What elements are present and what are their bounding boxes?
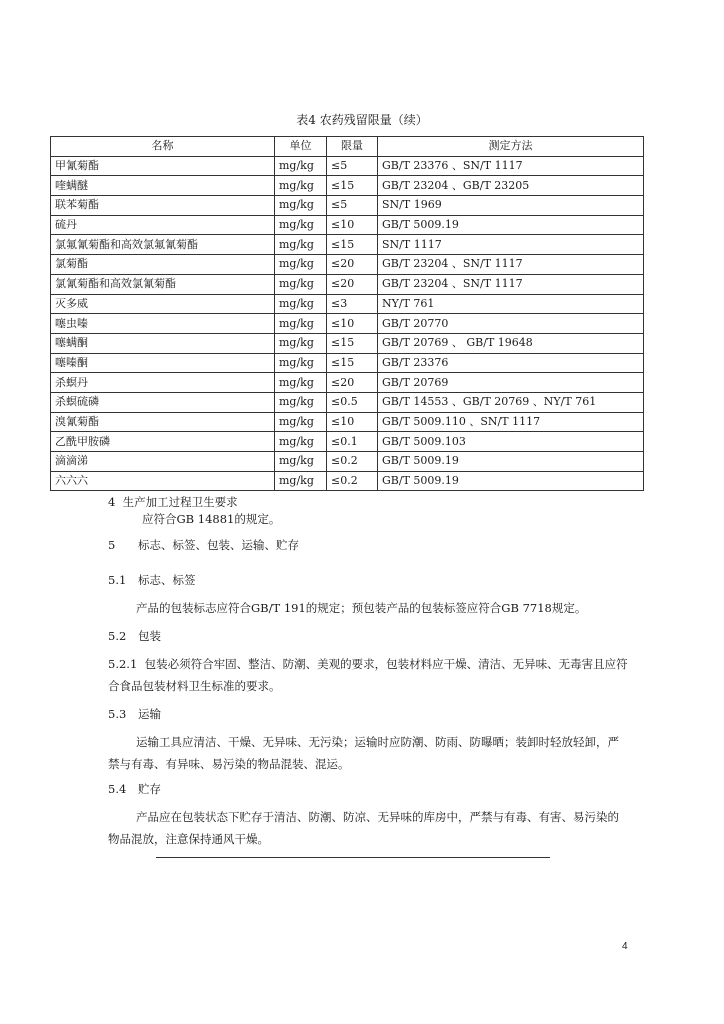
cell-method: GB/T 5009.110 、SN/T 1117 — [378, 412, 644, 432]
header-limit: 限量 — [327, 137, 378, 157]
cell-method: GB/T 5009.19 — [378, 215, 644, 235]
cell-method: GB/T 20769 、 GB/T 19648 — [378, 333, 644, 353]
cell-name: 噻嗪酮 — [51, 353, 275, 373]
cell-limit: ≤5 — [327, 156, 378, 176]
cell-limit: ≤0.5 — [327, 392, 378, 412]
cell-name: 杀螟丹 — [51, 373, 275, 393]
cell-name: 联苯菊酯 — [51, 196, 275, 216]
section-5-3-heading — [108, 706, 161, 722]
cell-limit: ≤15 — [327, 353, 378, 373]
cell-method: GB/T 5009.103 — [378, 432, 644, 452]
table-row — [51, 353, 644, 373]
section-5-2-1-text: 包装必须符合牢固、整洁、防潮、美观的要求，包装材料应干燥、清洁、无异味、无毒害且应符合食品包装材料卫生标准的要求。 — [108, 657, 628, 693]
cell-unit: mg/kg — [275, 235, 327, 255]
table-row — [51, 333, 644, 353]
cell-method: GB/T 23204 、GB/T 23205 — [378, 176, 644, 196]
section-5-heading — [108, 537, 299, 553]
cell-name: 氯菊酯 — [51, 255, 275, 275]
cell-limit: ≤15 — [327, 235, 378, 255]
cell-limit: ≤15 — [327, 333, 378, 353]
cell-method: SN/T 1969 — [378, 196, 644, 216]
cell-unit: mg/kg — [275, 432, 327, 452]
section-5-2-heading — [108, 628, 161, 644]
cell-method: GB/T 20769 — [378, 373, 644, 393]
table-row — [51, 314, 644, 334]
section-4-text: 应符合GB 14881的规定。 — [142, 512, 281, 526]
cell-unit: mg/kg — [275, 471, 327, 491]
cell-name: 乙酰甲胺磷 — [51, 432, 275, 452]
section-4 — [108, 494, 280, 528]
section-5-3-text: 运输工具应清洁、干燥、无异味、无污染；运输时应防潮、防雨、防曝晒；装卸时轻放轻卸，严禁与有毒、有异味、易污染的物品混装、混运。 — [108, 735, 619, 771]
cell-limit: ≤0.2 — [327, 471, 378, 491]
cell-name: 甲氰菊酯 — [51, 156, 275, 176]
section-5-1-text: 产品的包装标志应符合GB/T 191的规定；预包装产品的包装标签应符合GB 7718规定。 — [136, 601, 587, 615]
section-5-1-heading — [108, 572, 196, 588]
cell-unit: mg/kg — [275, 274, 327, 294]
cell-limit: ≤10 — [327, 215, 378, 235]
cell-unit: mg/kg — [275, 255, 327, 275]
cell-name: 杀螟硫磷 — [51, 392, 275, 412]
cell-unit: mg/kg — [275, 353, 327, 373]
section-5-2-number: 5.2 — [108, 629, 127, 643]
cell-limit: ≤5 — [327, 196, 378, 216]
section-5-2-1-paragraph — [108, 653, 628, 697]
cell-limit: ≤0.1 — [327, 432, 378, 452]
cell-limit: ≤15 — [327, 176, 378, 196]
cell-unit: mg/kg — [275, 156, 327, 176]
table-row — [51, 274, 644, 294]
section-5-2-1-number: 5.2.1 — [108, 657, 138, 671]
cell-unit: mg/kg — [275, 314, 327, 334]
table-caption: 表4 农药残留限量（续） — [296, 113, 428, 127]
cell-unit: mg/kg — [275, 215, 327, 235]
cell-name: 硫丹 — [51, 215, 275, 235]
cell-method: GB/T 5009.19 — [378, 471, 644, 491]
cell-name: 六六六 — [51, 471, 275, 491]
header-method: 测定方法 — [378, 137, 644, 157]
pesticide-residue-table — [50, 136, 644, 491]
cell-name: 溴氰菊酯 — [51, 412, 275, 432]
header-name: 名称 — [51, 137, 275, 157]
section-4-number: 4 — [108, 495, 116, 509]
cell-name: 氯氰菊酯和高效氯氰菊酯 — [51, 274, 275, 294]
cell-unit: mg/kg — [275, 294, 327, 314]
table-row — [51, 392, 644, 412]
cell-limit: ≤0.2 — [327, 452, 378, 472]
section-5-title: 标志、标签、包装、运输、贮存 — [138, 538, 299, 552]
section-5-3-title: 运输 — [138, 707, 161, 721]
table-row — [51, 373, 644, 393]
cell-method: SN/T 1117 — [378, 235, 644, 255]
section-5-3-number: 5.3 — [108, 707, 127, 721]
table-row — [51, 196, 644, 216]
table-row — [51, 235, 644, 255]
cell-method: GB/T 23376 — [378, 353, 644, 373]
table-row — [51, 176, 644, 196]
cell-unit: mg/kg — [275, 452, 327, 472]
section-5-4-title: 贮存 — [138, 782, 161, 796]
cell-method: GB/T 5009.19 — [378, 452, 644, 472]
cell-unit: mg/kg — [275, 333, 327, 353]
cell-name: 喹螨醚 — [51, 176, 275, 196]
cell-unit: mg/kg — [275, 176, 327, 196]
cell-name: 噻螨酮 — [51, 333, 275, 353]
cell-method: GB/T 20770 — [378, 314, 644, 334]
section-4-title: 生产加工过程卫生要求 — [122, 495, 238, 509]
section-5-4-number: 5.4 — [108, 782, 127, 796]
cell-name: 噻虫嗪 — [51, 314, 275, 334]
cell-method: NY/T 761 — [378, 294, 644, 314]
header-unit: 单位 — [275, 137, 327, 157]
table-row — [51, 412, 644, 432]
table-row — [51, 294, 644, 314]
cell-name: 滴滴涕 — [51, 452, 275, 472]
cell-method: GB/T 14553 、GB/T 20769 、NY/T 761 — [378, 392, 644, 412]
cell-unit: mg/kg — [275, 412, 327, 432]
section-5-1-number: 5.1 — [108, 573, 127, 587]
cell-limit: ≤10 — [327, 412, 378, 432]
table-row — [51, 452, 644, 472]
cell-limit: ≤10 — [327, 314, 378, 334]
section-5-4-text: 产品应在包装状态下贮存于清洁、防潮、防凉、无异味的库房中，严禁与有毒、有害、易污染的物品混放，注意保持通风干燥。 — [108, 810, 619, 846]
section-4-heading — [108, 494, 280, 511]
section-5-1-title: 标志、标签 — [138, 573, 196, 587]
cell-name: 氯氟氰菊酯和高效氯氟氰菊酯 — [51, 235, 275, 255]
cell-unit: mg/kg — [275, 196, 327, 216]
table-row — [51, 255, 644, 275]
table-row — [51, 432, 644, 452]
table-row — [51, 215, 644, 235]
cell-unit: mg/kg — [275, 373, 327, 393]
page-number: 4 — [622, 941, 628, 952]
cell-limit: ≤20 — [327, 255, 378, 275]
cell-method: GB/T 23376 、SN/T 1117 — [378, 156, 644, 176]
cell-method: GB/T 23204 、SN/T 1117 — [378, 274, 644, 294]
table-row — [51, 471, 644, 491]
cell-unit: mg/kg — [275, 392, 327, 412]
cell-method: GB/T 23204 、SN/T 1117 — [378, 255, 644, 275]
cell-limit: ≤20 — [327, 373, 378, 393]
section-5-number: 5 — [108, 538, 116, 552]
cell-limit: ≤3 — [327, 294, 378, 314]
end-rule — [156, 857, 550, 858]
table-header-row — [51, 137, 644, 157]
cell-name: 灭多威 — [51, 294, 275, 314]
cell-limit: ≤20 — [327, 274, 378, 294]
section-5-4-heading — [108, 781, 161, 797]
table-row — [51, 156, 644, 176]
section-5-2-title: 包装 — [138, 629, 161, 643]
